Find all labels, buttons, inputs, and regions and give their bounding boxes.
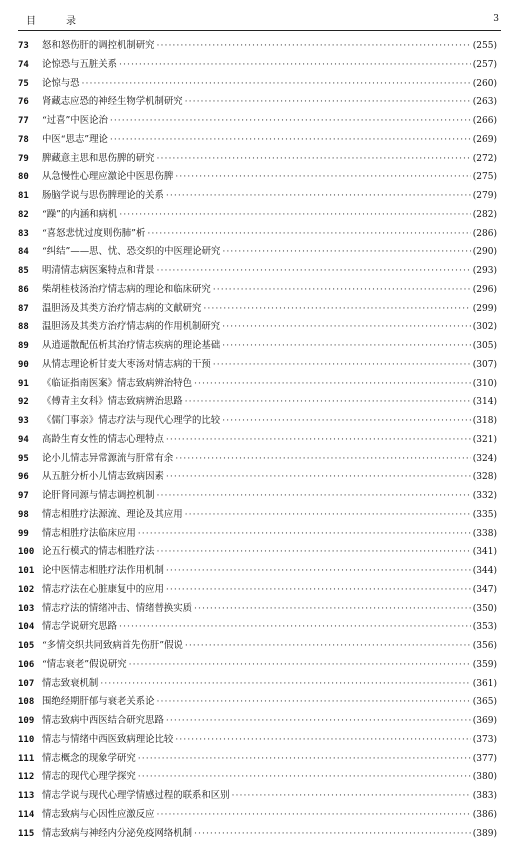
toc-entry-number: 112: [18, 768, 42, 787]
toc-entry-page: (286): [473, 225, 497, 244]
toc-entry-page: (321): [473, 431, 497, 450]
dot-leader: [138, 768, 471, 787]
toc-entry-title: 从情志理论析甘麦大枣汤对情志病的干预: [42, 356, 211, 375]
toc-entry-page: (307): [473, 356, 497, 375]
toc-entry-number: 111: [18, 750, 42, 769]
toc-entry[interactable]: [18, 675, 497, 694]
toc-entry-number: 113: [18, 787, 42, 806]
dot-leader: [157, 37, 471, 56]
toc-entry-number: 96: [18, 468, 42, 487]
toc-entry-number: 76: [18, 93, 42, 112]
dot-leader: [222, 318, 471, 337]
dot-leader: [157, 693, 471, 712]
toc-entry-title: 肠脑学说与思伤脾理论的关系: [42, 187, 164, 206]
toc-entry-number: 88: [18, 318, 42, 337]
toc-entry[interactable]: [18, 750, 497, 769]
toc-entry-title: 情志概念的现象学研究: [42, 750, 136, 769]
page-title: 目 录: [18, 12, 86, 27]
toc-entry[interactable]: [18, 450, 497, 469]
dot-leader: [175, 450, 471, 469]
dot-leader: [166, 468, 471, 487]
toc-entry-number: 83: [18, 225, 42, 244]
toc-entry-page: (365): [473, 693, 497, 712]
toc-entry-number: 94: [18, 431, 42, 450]
toc-entry-number: 114: [18, 806, 42, 825]
toc-entry-page: (332): [473, 487, 497, 506]
toc-entry[interactable]: [18, 393, 497, 412]
dot-leader: [194, 375, 471, 394]
toc-entry-title: “情志衰老”假说研究: [42, 656, 127, 675]
toc-entry-title: 《儒门事亲》情志疗法与现代心理学的比较: [42, 412, 220, 431]
dot-leader: [194, 825, 471, 843]
toc-entry[interactable]: [18, 187, 497, 206]
dot-leader: [166, 712, 471, 731]
toc-entry-number: 85: [18, 262, 42, 281]
toc-entry-number: 77: [18, 112, 42, 131]
toc-entry-number: 73: [18, 37, 42, 56]
toc-entry[interactable]: [18, 300, 497, 319]
toc-entry-page: (341): [473, 543, 497, 562]
toc-entry-title: 肾藏志应恐的神经生物学机制研究: [42, 93, 183, 112]
toc-entry-page: (361): [473, 675, 497, 694]
toc-entry-page: (328): [473, 468, 497, 487]
dot-leader: [138, 750, 471, 769]
toc-entry-number: 78: [18, 131, 42, 150]
toc-entry-title: 情志疗法的情绪冲击、情绪替换实质: [42, 600, 192, 619]
toc-entry[interactable]: [18, 806, 497, 825]
dot-leader: [82, 75, 471, 94]
toc-entry-title: 从逍遥散配伍析其治疗情志疾病的理论基础: [42, 337, 220, 356]
toc-entry-number: 104: [18, 618, 42, 637]
dot-leader: [129, 656, 471, 675]
dot-leader: [157, 487, 471, 506]
toc-entry[interactable]: [18, 356, 497, 375]
toc-entry[interactable]: [18, 825, 497, 843]
toc-entry-page: (314): [473, 393, 497, 412]
toc-entry-number: 80: [18, 168, 42, 187]
toc-entry-number: 81: [18, 187, 42, 206]
toc-entry-number: 100: [18, 543, 42, 562]
toc-entry[interactable]: [18, 731, 497, 750]
toc-entry-title: 从五脏分析小儿情志致病因素: [42, 468, 164, 487]
toc-entry-page: (293): [473, 262, 497, 281]
toc-entry-number: 115: [18, 825, 42, 843]
toc-entry-page: (263): [473, 93, 497, 112]
toc-entry-title: 温胆汤及其类方治疗情志病的作用机制研究: [42, 318, 220, 337]
dot-leader: [166, 187, 471, 206]
toc-entry-number: 92: [18, 393, 42, 412]
dot-leader: [157, 150, 471, 169]
toc-entry-title: 情志致衰机制: [42, 675, 98, 694]
toc-entry-page: (257): [473, 56, 497, 75]
toc-entry-page: (302): [473, 318, 497, 337]
toc-list: [18, 37, 497, 843]
toc-entry-title: 情志致病中西医结合研究思路: [42, 712, 164, 731]
dot-leader: [157, 806, 471, 825]
dot-leader: [175, 731, 471, 750]
toc-entry-title: 柴胡桂枝汤治疗情志病的理论和临床研究: [42, 281, 211, 300]
toc-entry[interactable]: [18, 581, 497, 600]
toc-entry-title: 高龄生育女性的情志心理特点: [42, 431, 164, 450]
dot-leader: [110, 112, 471, 131]
dot-leader: [100, 675, 471, 694]
toc-entry[interactable]: [18, 637, 497, 656]
toc-entry-title: 脾藏意主思和思伤脾的研究: [42, 150, 155, 169]
toc-entry[interactable]: [18, 693, 497, 712]
toc-entry-page: (275): [473, 168, 497, 187]
toc-entry-number: 107: [18, 675, 42, 694]
toc-entry-page: (380): [473, 768, 497, 787]
dot-leader: [119, 618, 471, 637]
dot-leader: [147, 225, 470, 244]
toc-entry-title: “多情交织共同致病首先伤肝”假说: [42, 637, 183, 656]
toc-entry-title: 温胆汤及其类方治疗情志病的文献研究: [42, 300, 201, 319]
toc-entry[interactable]: [18, 618, 497, 637]
toc-entry-title: 情志致病与心因性应激反应: [42, 806, 155, 825]
toc-entry-title: 论惊恐与五脏关系: [42, 56, 117, 75]
toc-entry[interactable]: [18, 787, 497, 806]
toc-entry-page: (282): [473, 206, 497, 225]
toc-entry-page: (356): [473, 637, 497, 656]
dot-leader: [157, 262, 471, 281]
toc-entry-page: (347): [473, 581, 497, 600]
toc-entry[interactable]: [18, 412, 497, 431]
toc-entry-title: 《傅青主女科》情志致病辨治思路: [42, 393, 183, 412]
page-number: 3: [493, 14, 501, 24]
toc-entry-number: 109: [18, 712, 42, 731]
toc-entry-number: 103: [18, 600, 42, 619]
dot-leader: [232, 787, 471, 806]
toc-entry[interactable]: [18, 112, 497, 131]
toc-entry-title: 怒和怒伤肝的调控机制研究: [42, 37, 155, 56]
toc-entry-title: 情志学说研究思路: [42, 618, 117, 637]
toc-entry-page: (373): [473, 731, 497, 750]
toc-entry-number: 86: [18, 281, 42, 300]
dot-leader: [166, 431, 471, 450]
toc-entry-title: “纠结”——思、忧、恐交织的中医理论研究: [42, 243, 220, 262]
toc-entry-title: 情志的现代心理学探究: [42, 768, 136, 787]
toc-entry-number: 82: [18, 206, 42, 225]
toc-entry-page: (359): [473, 656, 497, 675]
toc-entry-title: 情志相胜疗法临床应用: [42, 525, 136, 544]
dot-leader: [138, 525, 471, 544]
toc-entry[interactable]: [18, 225, 497, 244]
toc-entry-number: 101: [18, 562, 42, 581]
toc-entry-number: 87: [18, 300, 42, 319]
toc-entry-title: 论肝肾同源与情志调控机制: [42, 487, 155, 506]
dot-leader: [185, 93, 471, 112]
dot-leader: [166, 562, 471, 581]
toc-entry-title: 情志与情绪中西医致病理论比较: [42, 731, 173, 750]
toc-entry[interactable]: [18, 712, 497, 731]
toc-entry[interactable]: [18, 150, 497, 169]
toc-entry-number: 95: [18, 450, 42, 469]
toc-entry-page: (305): [473, 337, 497, 356]
toc-entry-title: 论小儿情志异常源流与肝常有余: [42, 450, 173, 469]
dot-leader: [222, 412, 471, 431]
dot-leader: [185, 393, 471, 412]
toc-entry-title: “躁”的内涵和病机: [42, 206, 117, 225]
dot-leader: [119, 56, 471, 75]
dot-leader: [194, 600, 471, 619]
toc-entry-page: (279): [473, 187, 497, 206]
toc-entry-number: 108: [18, 693, 42, 712]
toc-entry[interactable]: [18, 337, 497, 356]
toc-entry[interactable]: [18, 56, 497, 75]
toc-entry[interactable]: [18, 487, 497, 506]
toc-entry-page: (266): [473, 112, 497, 131]
page-header: [18, 8, 501, 31]
dot-leader: [185, 637, 471, 656]
toc-entry-page: (255): [473, 37, 497, 56]
toc-entry-title: 《临证指南医案》情志致病辨治特色: [42, 375, 192, 394]
toc-entry-page: (324): [473, 450, 497, 469]
toc-entry-number: 75: [18, 75, 42, 94]
toc-entry-page: (369): [473, 712, 497, 731]
toc-entry-title: 明清情志病医案特点和背景: [42, 262, 155, 281]
toc-entry[interactable]: [18, 168, 497, 187]
toc-entry-page: (269): [473, 131, 497, 150]
toc-entry[interactable]: [18, 600, 497, 619]
toc-entry-number: 106: [18, 656, 42, 675]
toc-entry-page: (299): [473, 300, 497, 319]
toc-entry[interactable]: [18, 37, 497, 56]
toc-entry-number: 89: [18, 337, 42, 356]
toc-entry-title: 围绝经期肝郁与衰老关系论: [42, 693, 155, 712]
toc-entry-page: (344): [473, 562, 497, 581]
toc-entry[interactable]: [18, 131, 497, 150]
toc-entry-number: 99: [18, 525, 42, 544]
toc-entry-number: 93: [18, 412, 42, 431]
toc-entry[interactable]: [18, 468, 497, 487]
toc-entry[interactable]: [18, 768, 497, 787]
dot-leader: [222, 337, 471, 356]
toc-entry[interactable]: [18, 262, 497, 281]
dot-leader: [203, 300, 470, 319]
toc-entry-title: 论五行模式的情志相胜疗法: [42, 543, 155, 562]
toc-entry-page: (386): [473, 806, 497, 825]
toc-entry-title: 情志学说与现代心理学情感过程的联系和区别: [42, 787, 230, 806]
toc-entry[interactable]: [18, 431, 497, 450]
toc-entry[interactable]: [18, 656, 497, 675]
toc-entry-page: (338): [473, 525, 497, 544]
toc-entry-number: 90: [18, 356, 42, 375]
toc-entry-page: (335): [473, 506, 497, 525]
toc-entry-number: 79: [18, 150, 42, 169]
toc-entry-title: 中医“思志”理论: [42, 131, 108, 150]
toc-entry[interactable]: [18, 206, 497, 225]
toc-entry-title: 情志疗法在心脏康复中的应用: [42, 581, 164, 600]
dot-leader: [213, 281, 471, 300]
dot-leader: [213, 356, 471, 375]
toc-entry-number: 105: [18, 637, 42, 656]
toc-entry[interactable]: [18, 243, 497, 262]
toc-entry-page: (260): [473, 75, 497, 94]
toc-entry-number: 84: [18, 243, 42, 262]
toc-entry-page: (310): [473, 375, 497, 394]
toc-entry-number: 102: [18, 581, 42, 600]
toc-entry[interactable]: [18, 525, 497, 544]
toc-entry-title: 从急慢性心理应激论中医思伤脾: [42, 168, 173, 187]
toc-entry-title: 情志致病与神经内分泌免疫网络机制: [42, 825, 192, 843]
toc-entry[interactable]: [18, 543, 497, 562]
toc-entry-title: “喜怒悲忧过度则伤肺”析: [42, 225, 145, 244]
toc-entry[interactable]: [18, 562, 497, 581]
toc-entry[interactable]: [18, 318, 497, 337]
toc-entry-number: 91: [18, 375, 42, 394]
toc-entry-number: 97: [18, 487, 42, 506]
toc-entry-page: (272): [473, 150, 497, 169]
toc-entry-number: 74: [18, 56, 42, 75]
toc-entry-title: 论中医情志相胜疗法作用机制: [42, 562, 164, 581]
dot-leader: [222, 243, 470, 262]
dot-leader: [185, 506, 471, 525]
toc-entry[interactable]: [18, 375, 497, 394]
dot-leader: [157, 543, 471, 562]
toc-entry-page: (377): [473, 750, 497, 769]
toc-entry[interactable]: [18, 506, 497, 525]
toc-entry-title: 情志相胜疗法源流、理论及其应用: [42, 506, 183, 525]
toc-entry-page: (383): [473, 787, 497, 806]
dot-leader: [110, 131, 471, 150]
toc-entry-page: (389): [473, 825, 497, 843]
toc-entry[interactable]: [18, 75, 497, 94]
dot-leader: [175, 168, 471, 187]
toc-entry-page: (350): [473, 600, 497, 619]
toc-entry-page: (290): [473, 243, 497, 262]
toc-entry-title: “过喜”中医论治: [42, 112, 108, 131]
dot-leader: [166, 581, 471, 600]
toc-entry-page: (296): [473, 281, 497, 300]
toc-entry-page: (353): [473, 618, 497, 637]
toc-entry-number: 110: [18, 731, 42, 750]
toc-entry[interactable]: [18, 281, 497, 300]
toc-entry[interactable]: [18, 93, 497, 112]
dot-leader: [119, 206, 471, 225]
toc-entry-page: (318): [473, 412, 497, 431]
toc-entry-number: 98: [18, 506, 42, 525]
toc-entry-title: 论惊与恐: [42, 75, 80, 94]
